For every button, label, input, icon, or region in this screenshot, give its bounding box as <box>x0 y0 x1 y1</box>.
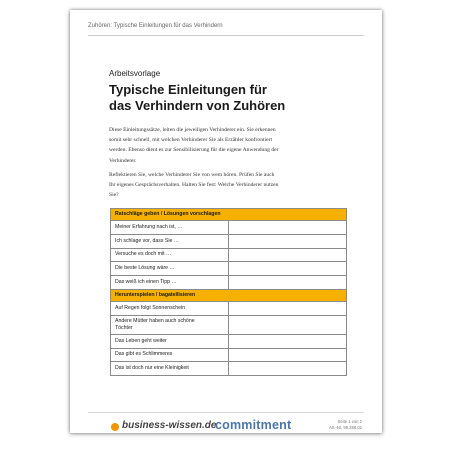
answer-cell[interactable] <box>229 348 347 362</box>
answer-cell[interactable] <box>229 276 347 290</box>
phrase-cell: Ich schlage vor, dass Sie … <box>111 234 229 248</box>
footer-meta <box>329 419 362 431</box>
answer-cell[interactable] <box>229 334 347 348</box>
instruction-paragraph <box>109 170 349 201</box>
table-row <box>111 315 347 334</box>
document-title-line-2: das Verhindern von Zuhören <box>109 98 286 113</box>
phrase-cell: Das weiß ich einen Tipp … <box>111 276 229 290</box>
phrase-line: Töchter <box>115 324 133 331</box>
table-row <box>111 276 347 290</box>
intro-line: Verhinderer. <box>109 157 137 164</box>
phrase-cell: Meiner Erfahrung nach ist, … <box>111 221 229 235</box>
instruction-line: Reflektieren Sie, welche Verhinderer Sie von wem hören. Prüfen Sie auch <box>109 172 275 178</box>
page-number: Seite 1 von 2 <box>337 419 362 424</box>
brand-logo-commitment[interactable]: commitment <box>215 418 292 432</box>
phrase-cell: Das Leben geht weiter <box>111 334 229 348</box>
intro-line: Diese Einleitungssätze, leiten die jeweiligen Verhinderer ein. Sie erkennen <box>109 127 276 133</box>
instruction-line: Sie? <box>109 192 119 199</box>
section-heading-advice: Ratschläge geben / Lösungen vorschlagen <box>111 209 347 221</box>
worksheet-page <box>70 10 382 433</box>
phrase-cell: Das ist doch nur eine Kleinigkeit <box>111 362 229 376</box>
brand-dot-icon <box>111 423 119 431</box>
answer-cell[interactable] <box>229 221 347 235</box>
intro-line: werden. Ebenso dient es zur Sensibilisierung für die eigene Anwendung der <box>109 147 279 154</box>
answer-cell[interactable] <box>229 362 347 376</box>
header-divider <box>88 35 364 36</box>
brand-logo-business-wissen[interactable]: business-wissen.de <box>122 420 217 431</box>
phrase-cell <box>111 315 229 334</box>
document-title-line-1: Typische Einleitungen für <box>109 82 267 97</box>
intro-line: somit sehr schnell, mit welchen Verhinderer Sie als Erzähler konfrontiert <box>109 137 272 144</box>
intro-paragraph <box>109 125 349 166</box>
answer-cell[interactable] <box>229 262 347 276</box>
answer-cell[interactable] <box>229 301 347 315</box>
answer-cell[interactable] <box>229 234 347 248</box>
document-title <box>109 82 349 114</box>
table-row <box>111 248 347 262</box>
instruction-line: Ihr eigenes Gesprächsverhalten. Halten Sie fest: Welche Verhinderer nutzen <box>109 182 279 189</box>
section-heading-downplay: Herunterspielen / bagatellisieren <box>111 289 347 301</box>
table-row <box>111 348 347 362</box>
phrase-cell: Versuche es doch mit … <box>111 248 229 262</box>
table-row <box>111 262 347 276</box>
phrase-cell: Das gibt es Schlimmeres <box>111 348 229 362</box>
table-row <box>111 334 347 348</box>
footer-divider <box>88 412 364 413</box>
phrase-line: Andere Mütter haben auch schöne <box>115 317 195 324</box>
table-row <box>111 234 347 248</box>
answer-cell[interactable] <box>229 315 347 334</box>
answer-cell[interactable] <box>229 248 347 262</box>
table-row <box>111 301 347 315</box>
running-header: Zuhören: Typische Einleitungen für das Verhindern <box>88 23 223 29</box>
article-number: Art.-Nr. 99.288.02 <box>328 425 362 430</box>
table-row <box>111 362 347 376</box>
phrase-cell: Auf Regen folgt Sonnenschein <box>111 301 229 315</box>
worksheet-table <box>110 208 347 376</box>
section-header-row <box>111 289 347 301</box>
section-header-row <box>111 209 347 221</box>
document-kicker: Arbeitsvorlage <box>109 69 161 78</box>
table-row <box>111 221 347 235</box>
phrase-cell: Die beste Lösung wäre … <box>111 262 229 276</box>
